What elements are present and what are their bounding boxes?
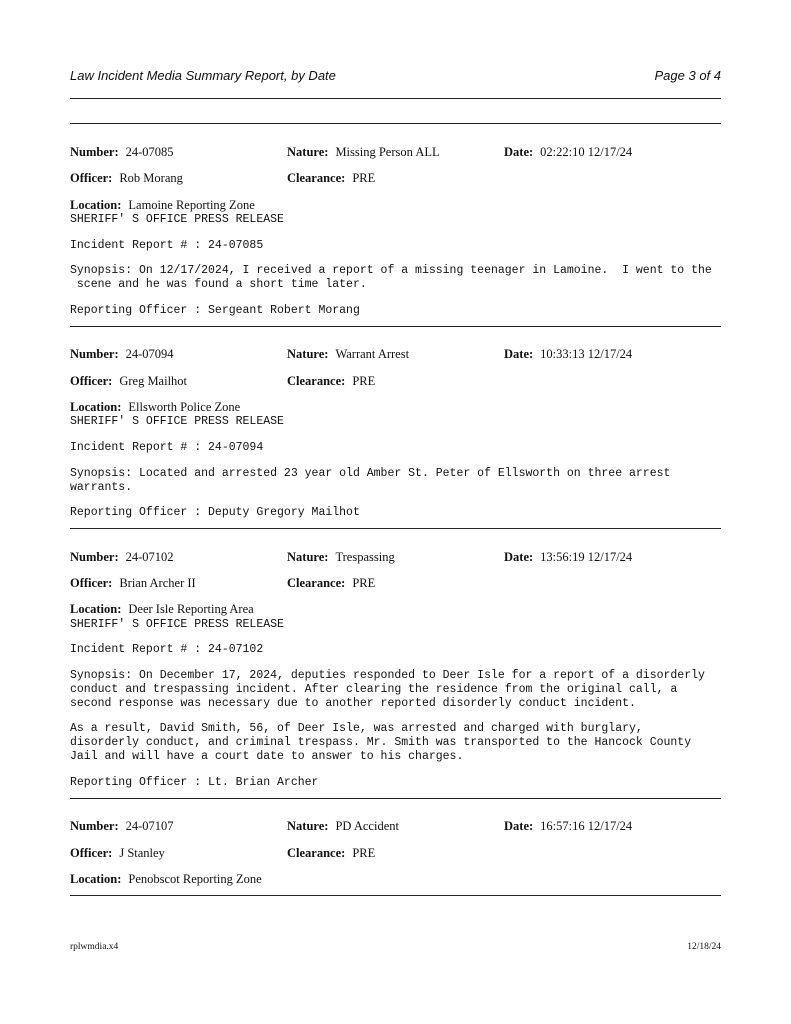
clearance-value: PRE [352, 171, 376, 185]
incident-record [70, 819, 721, 833]
officer-label: Officer: [70, 171, 113, 185]
number-label: Number: [70, 550, 119, 564]
number-label: Number: [70, 819, 119, 833]
location-label: Location: [70, 198, 122, 212]
incident-number: 24-07085 [125, 145, 174, 159]
officer-label: Officer: [70, 374, 113, 388]
page-number: Page 3 of 4 [654, 68, 721, 83]
incident-record [70, 145, 721, 159]
date-label: Date: [504, 347, 534, 361]
incident-record [70, 171, 721, 185]
date-label: Date: [504, 550, 534, 564]
incident-record [70, 550, 721, 564]
record-location-row [70, 602, 721, 616]
clearance-label: Clearance: [287, 576, 346, 590]
record-location-row [70, 400, 721, 414]
reporting-officer: Reporting Officer : Deputy Gregory Mailhot [70, 506, 360, 519]
officer-name: Greg Mailhot [119, 374, 188, 388]
nature-label: Nature: [287, 145, 329, 159]
incident-report-number: Incident Report # : 24-07094 [70, 441, 264, 454]
incident-report-number: Incident Report # : 24-07102 [70, 643, 264, 656]
incident-number: 24-07094 [125, 347, 174, 361]
location-value: Ellsworth Police Zone [128, 400, 241, 414]
incident-number: 24-07107 [125, 819, 174, 833]
incident-nature: Warrant Arrest [335, 347, 410, 361]
location-value: Penobscot Reporting Zone [128, 872, 262, 886]
record-officer-row [70, 576, 721, 590]
header-divider [70, 123, 721, 124]
nature-label: Nature: [287, 550, 329, 564]
reporting-officer: Reporting Officer : Sergeant Robert Morang [70, 304, 360, 317]
location-value: Deer Isle Reporting Area [128, 602, 254, 616]
incident-date: 10:33:13 12/17/24 [540, 347, 633, 361]
report-title: Law Incident Media Summary Report, by Date [70, 68, 336, 83]
record-summary-row [70, 550, 721, 564]
location-value: Lamoine Reporting Zone [128, 198, 255, 212]
location-label: Location: [70, 602, 122, 616]
synopsis-text: Synopsis: On 12/17/2024, I received a report of a missing teenager in Lamoine. I went to the scene and he was found a short time later. [70, 264, 712, 291]
record-location-row [70, 198, 721, 212]
record-divider [70, 326, 721, 327]
incident-date: 13:56:19 12/17/24 [540, 550, 633, 564]
record-officer-row [70, 171, 721, 185]
officer-name: J Stanley [119, 846, 165, 860]
incident-date: 16:57:16 12/17/24 [540, 819, 633, 833]
clearance-label: Clearance: [287, 374, 346, 388]
header-divider [70, 98, 721, 99]
incident-nature: Missing Person ALL [335, 145, 440, 159]
clearance-value: PRE [352, 576, 376, 590]
synopsis-text: Synopsis: Located and arrested 23 year old Amber St. Peter of Ellsworth on three arrest warrants. [70, 467, 671, 494]
record-divider [70, 798, 721, 799]
nature-label: Nature: [287, 819, 329, 833]
footer-print-date: 12/18/24 [687, 942, 721, 952]
incident-nature: PD Accident [335, 819, 399, 833]
clearance-label: Clearance: [287, 846, 346, 860]
record-divider [70, 528, 721, 529]
record-officer-row [70, 846, 721, 860]
incident-report-number: Incident Report # : 24-07085 [70, 239, 264, 252]
record-summary-row [70, 145, 721, 159]
number-label: Number: [70, 347, 119, 361]
incident-record [70, 347, 721, 361]
footer-report-code: rplwmdia.x4 [70, 942, 119, 952]
incident-number: 24-07102 [125, 550, 174, 564]
record-location-row [70, 872, 721, 886]
record-summary-row [70, 819, 721, 833]
officer-name: Rob Morang [119, 171, 183, 185]
clearance-label: Clearance: [287, 171, 346, 185]
location-label: Location: [70, 872, 122, 886]
clearance-value: PRE [352, 374, 376, 388]
record-divider [70, 895, 721, 896]
date-label: Date: [504, 145, 534, 159]
reporting-officer: Reporting Officer : Lt. Brian Archer [70, 776, 319, 789]
officer-label: Officer: [70, 576, 113, 590]
synopsis-text: Synopsis: On December 17, 2024, deputies responded to Deer Isle for a report of a disorderly conduct and trespassing incident. After clearing the residence from the original call, a second response was necessary due to another reported disorderly conduct incident. [70, 669, 705, 710]
incident-record [70, 872, 721, 886]
press-release-heading: SHERIFF' S OFFICE PRESS RELEASE [70, 213, 284, 226]
number-label: Number: [70, 145, 119, 159]
incident-record [70, 602, 721, 616]
press-release-heading: SHERIFF' S OFFICE PRESS RELEASE [70, 618, 284, 631]
incident-record [70, 400, 721, 414]
nature-label: Nature: [287, 347, 329, 361]
incident-record [70, 374, 721, 388]
incident-record [70, 846, 721, 860]
record-summary-row [70, 347, 721, 361]
incident-record [70, 198, 721, 212]
officer-label: Officer: [70, 846, 113, 860]
record-officer-row [70, 374, 721, 388]
press-release-heading: SHERIFF' S OFFICE PRESS RELEASE [70, 415, 284, 428]
synopsis-text: As a result, David Smith, 56, of Deer Isle, was arrested and charged with burglary, disorderly conduct, and criminal trespass. Mr. Smith was transported to the Hancock County Jail and will have a court date to answer to his charges. [70, 722, 692, 763]
date-label: Date: [504, 819, 534, 833]
clearance-value: PRE [352, 846, 376, 860]
incident-nature: Trespassing [335, 550, 395, 564]
officer-name: Brian Archer II [119, 576, 196, 590]
incident-record [70, 576, 721, 590]
incident-date: 02:22:10 12/17/24 [540, 145, 633, 159]
location-label: Location: [70, 400, 122, 414]
